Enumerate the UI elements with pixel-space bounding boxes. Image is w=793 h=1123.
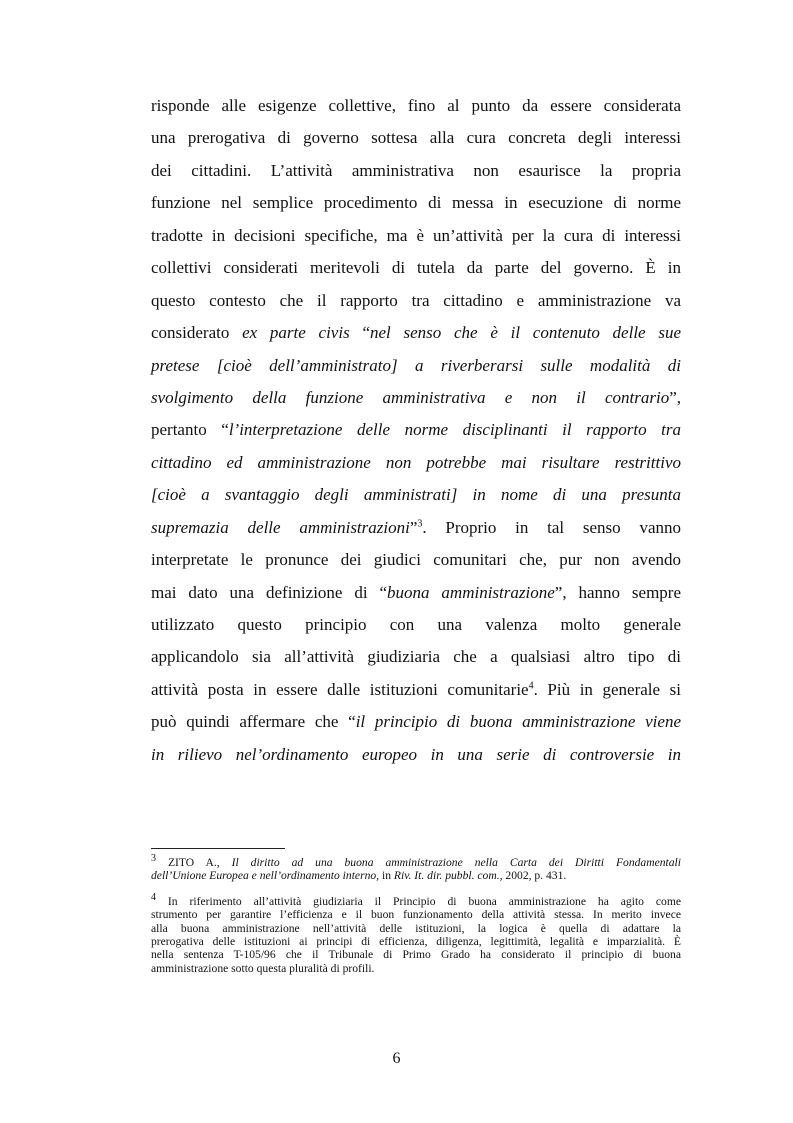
- footnotes: [151, 853, 681, 975]
- body-text: [151, 90, 681, 771]
- text-line: questo contesto che il rapporto tra cittadino e amministrazione va: [151, 290, 681, 310]
- text-line: [151, 447, 681, 479]
- quotation: il principio di buona amministrazione viene: [355, 712, 681, 732]
- cited-title: Il diritto ad una buona amministrazione nella Carta dei Diritti Fondamentali: [231, 856, 681, 869]
- footnote-4: $^4$ In riferimento all’attività giudiziaria il Principio di buona amministrazione ha agito come strumento per garantire l’efficienza e il buon funzionamento della attività stessa. In merito invece alla buona amministrazione nell’attività delle istituzioni, la logica è quella di adattare la prerogativa delle istituzioni ai principi di efficienza, diligenza, legittimità, legalità e imparzialità. È nella sentenza T-105/96 che il Tribunale di Primo Grado ha considerato il principio di buona amministrazione sotto questa pluralità di profili.: [151, 891, 681, 975]
- text-line: [151, 739, 681, 771]
- footnote-ref-3: 3: [417, 518, 423, 530]
- footnote-number: 4: [151, 891, 156, 903]
- quotation: supremazia delle amministrazioni: [151, 517, 410, 537]
- text-line: pertanto “l’interpretazione delle norme disciplinanti il rapporto tra: [151, 420, 681, 440]
- footnote-number: 3: [151, 853, 156, 865]
- text-line: una prerogativa di governo sottesa alla cura concreta degli interessi: [151, 128, 681, 148]
- quotation: [cioè a svantaggio degli amministrati] in nome di una presunta: [151, 485, 681, 505]
- cited-journal: Riv. It. dir. pubbl. com.,: [393, 869, 503, 883]
- text-line: attività posta in essere dalle istituzioni comunitarie$^4$. Più in generale si: [151, 679, 681, 699]
- footnote-3: $^3$ ZITO A., Il diritto ad una buona amministrazione nella Carta dei Diritti Fondamentali dell’Unione Europea e nell’ordinamento interno, in Riv. It. dir. pubbl. com., 2002, p. 431.: [151, 853, 681, 883]
- text-line: tradotte in decisioni specifiche, ma è un’attività per la cura di interessi: [151, 225, 681, 245]
- emphasis: buona amministrazione: [387, 582, 555, 602]
- quotation: in rilievo nel’ordinamento europeo in una serie di controversie in: [151, 744, 681, 764]
- text-line: funzione nel semplice procedimento di messa in esecuzione di norme: [151, 193, 681, 213]
- text-line: supremazia delle amministrazioni”$^3$. Proprio in tal senso vanno: [151, 517, 681, 537]
- text-line: collettivi considerati meritevoli di tutela da parte del governo. È in: [151, 258, 681, 278]
- quotation: pretese [cioè dell’amministrato] a riverberarsi sulle modalità di: [151, 355, 681, 375]
- quotation: cittadino ed amministrazione non potrebbe mai risultare restrittivo: [151, 452, 681, 472]
- latin-phrase: ex parte civis: [242, 323, 350, 343]
- text-line: [151, 350, 681, 382]
- text-line: interpretate le pronunce dei giudici comunitari che, pur non avendo: [151, 550, 681, 570]
- footnote-ref-4: 4: [528, 680, 534, 692]
- text-line: [151, 479, 681, 511]
- text-line: mai dato una definizione di “buona amministrazione”, hanno sempre: [151, 582, 682, 602]
- page-number: 6: [392, 1050, 401, 1067]
- footnote-separator: [151, 848, 285, 849]
- text-line: svolgimento della funzione amministrativa e non il contrario”,: [151, 387, 681, 407]
- text-line: applicandolo sia all’attività giudiziaria che a qualsiasi altro tipo di: [151, 647, 681, 667]
- text-line: utilizzato questo principio con una valenza molto generale: [151, 615, 681, 634]
- cited-title-cont: dell’Unione Europea e nell’ordinamento interno,: [151, 869, 380, 883]
- quotation: svolgimento della funzione amministrativa e non il contrario: [151, 387, 670, 407]
- text-line: può quindi affermare che “il principio di buona amministrazione viene: [151, 712, 681, 732]
- quotation: l’interpretazione delle norme disciplinanti il rapporto tra: [228, 420, 681, 440]
- quotation: nel senso che è il contenuto delle sue: [369, 323, 681, 343]
- text-line: dei cittadini. L’attività amministrativa non esaurisce la propria: [151, 160, 681, 180]
- text-line: risponde alle esigenze collettive, fino al punto da essere considerata: [151, 96, 681, 115]
- text-line: considerato ex parte civis “nel senso che è il contenuto delle sue: [151, 323, 681, 343]
